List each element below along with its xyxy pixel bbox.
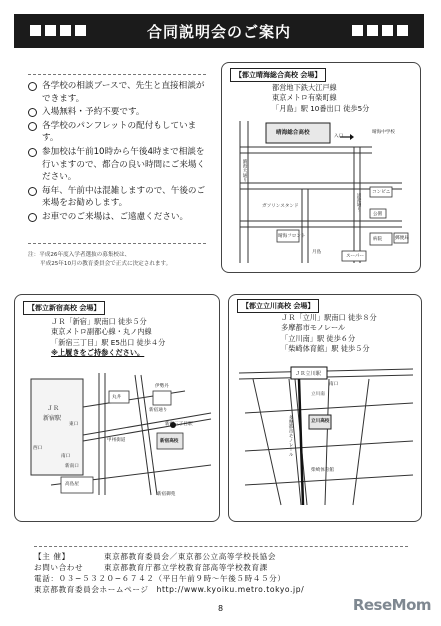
organizer-row: 【主 催】 東京都教育委員会／東京都公立高等学校長協会 [34, 552, 277, 561]
header-banner [14, 14, 424, 48]
footer [34, 551, 408, 595]
circle-bullet-icon [28, 213, 37, 222]
circle-bullet-icon [28, 82, 37, 91]
west-exit-label: 西口 [33, 446, 43, 451]
jr-tachikawa-label: ＪＲ立川駅 [295, 371, 321, 377]
footer-divider [34, 546, 408, 547]
shinjuku-map-box [14, 294, 220, 522]
gas-station-label: ガソリンスタンド [262, 204, 299, 209]
harumi-school-label: 晴海総合高校 [276, 130, 310, 136]
decorative-squares-left [30, 25, 86, 36]
road-label: 晴海大通り [242, 159, 247, 182]
tachikawa-venue-title: 【都立立川高校 会場】 [237, 299, 319, 313]
east-exit-label: 東口 [69, 422, 79, 427]
park-label: 公園 [373, 212, 383, 217]
shinjuku-station-label: 新宿駅 [43, 415, 62, 422]
intro-list [28, 80, 210, 225]
south-exit-label: 南口 [61, 454, 71, 459]
new-south-exit-label: 新南口 [65, 464, 79, 469]
department-store-block [153, 391, 171, 405]
gyoen-label: 新宿御苑 [157, 492, 176, 497]
circle-bullet-icon [28, 187, 37, 196]
website-link[interactable]: http://www.kyoiku.metro.tokyo.jp/ [156, 585, 305, 594]
tachikawa-school-label: 立川高校 [311, 419, 330, 424]
tachikawa-minami-label: 立川南 [311, 392, 325, 397]
contact-row: お問い合わせ 東京都教育庁都立学校教育部高等学校教育課 [34, 563, 268, 572]
web-row: 東京都教育委員会ホームページ http://www.kyoiku.metro.tokyo.jp/ [34, 585, 305, 594]
list-item: 各学校の相談ブースで、先生と直接相談ができます。 [28, 80, 210, 105]
circle-bullet-icon [28, 148, 37, 157]
tachikawa-access: ＪＲ「立川」駅南口 徒歩８分 多摩都市モノレール 「立川南」駅 徒歩６分 「柴崎体育館」駅 徒歩５分 [281, 313, 377, 354]
supermarket-label: スーパー [346, 254, 364, 259]
list-item: 参加校は午前10時から午後4時まで相談を行いますので、都合の良い時間にご来場ください。 [28, 146, 210, 184]
koshu-kaido-label: 甲州街道 [107, 438, 126, 443]
south-exit-label: 南口 [329, 382, 339, 387]
shinjuku-school-label: 新宿高校 [160, 439, 179, 444]
circle-bullet-icon [28, 108, 37, 117]
resemom-logo: ReseMom [352, 596, 431, 614]
harumi-access: 都営地下鉄大江戸線 東京メトロ有楽町線 「月島」駅 10番出口 徒歩5分 [272, 83, 370, 113]
list-item: 各学校のパンフレットの配付もしています。 [28, 120, 210, 145]
list-item: 毎年、午前中は混雑しますので、午後のご来場をお勧めします。 [28, 185, 210, 210]
mansion-label: 晴海フロント [278, 234, 306, 239]
footnote-line: 注：平成26年度入学者選抜の募集校は、 [28, 252, 131, 258]
entrance-label: 入口 [334, 134, 344, 139]
list-item: お車でのご来場は、ご遠慮ください。 [28, 211, 210, 224]
road-label: 清澄通り [356, 193, 361, 212]
shinjuku-venue-title: 【都立新宿高校 会場】 [23, 301, 105, 315]
shinjuku-dori-label: 新宿通り [149, 408, 168, 413]
isetan-label: 伊勢丹 [155, 384, 169, 389]
hospital-label: 病院 [373, 237, 383, 242]
harumi-map [222, 63, 421, 273]
page-number: 8 [217, 604, 224, 613]
tel-row: 電話： ０３−５３２０−６７４２（平日午前９時〜午後５時４５分） [34, 574, 286, 583]
circle-bullet-icon [28, 122, 37, 131]
page-title: 合同説明会のご案内 [146, 22, 291, 41]
takashimaya-label: 高島屋 [65, 482, 79, 487]
shibasaki-label: 柴崎体育館 [311, 468, 334, 473]
station-label: 月島 [312, 250, 322, 255]
convenience-label: コンビニ [372, 190, 391, 195]
marui-label: 丸井 [112, 395, 122, 400]
junior-high-label: 晴海中学校 [372, 130, 395, 135]
post-office-label: 郵便局 [395, 236, 409, 241]
tachikawa-map-box [228, 294, 422, 522]
monorail-label: 多摩都市モノレール [288, 415, 293, 457]
footnote [28, 251, 210, 269]
footnote-line: 平成25年10月の教育委員会で正式に決定されます。 [40, 261, 172, 267]
harumi-map-box [221, 62, 421, 273]
harumi-venue-title: 【都立晴海総合高校 会場】 [230, 68, 326, 82]
divider-bottom [28, 243, 206, 244]
divider-top [28, 74, 206, 75]
jr-label: ＪＲ [47, 405, 60, 412]
list-item: 入場無料・予約不要です。 [28, 106, 210, 119]
shinjuku-map [15, 295, 220, 522]
shinjuku-station-block [31, 379, 83, 475]
shinjuku-sanchome-label: 新宿三丁目駅 [165, 422, 193, 427]
tachikawa-map [229, 295, 422, 522]
decorative-squares-right [352, 25, 408, 36]
shinjuku-access: ＪＲ「新宿」駅南口 徒歩５分 東京メトロ副都心線・丸ノ内線 「新宿三丁目」駅 E5出口 徒歩４分 ※上履きをご持参ください。 [51, 317, 166, 358]
